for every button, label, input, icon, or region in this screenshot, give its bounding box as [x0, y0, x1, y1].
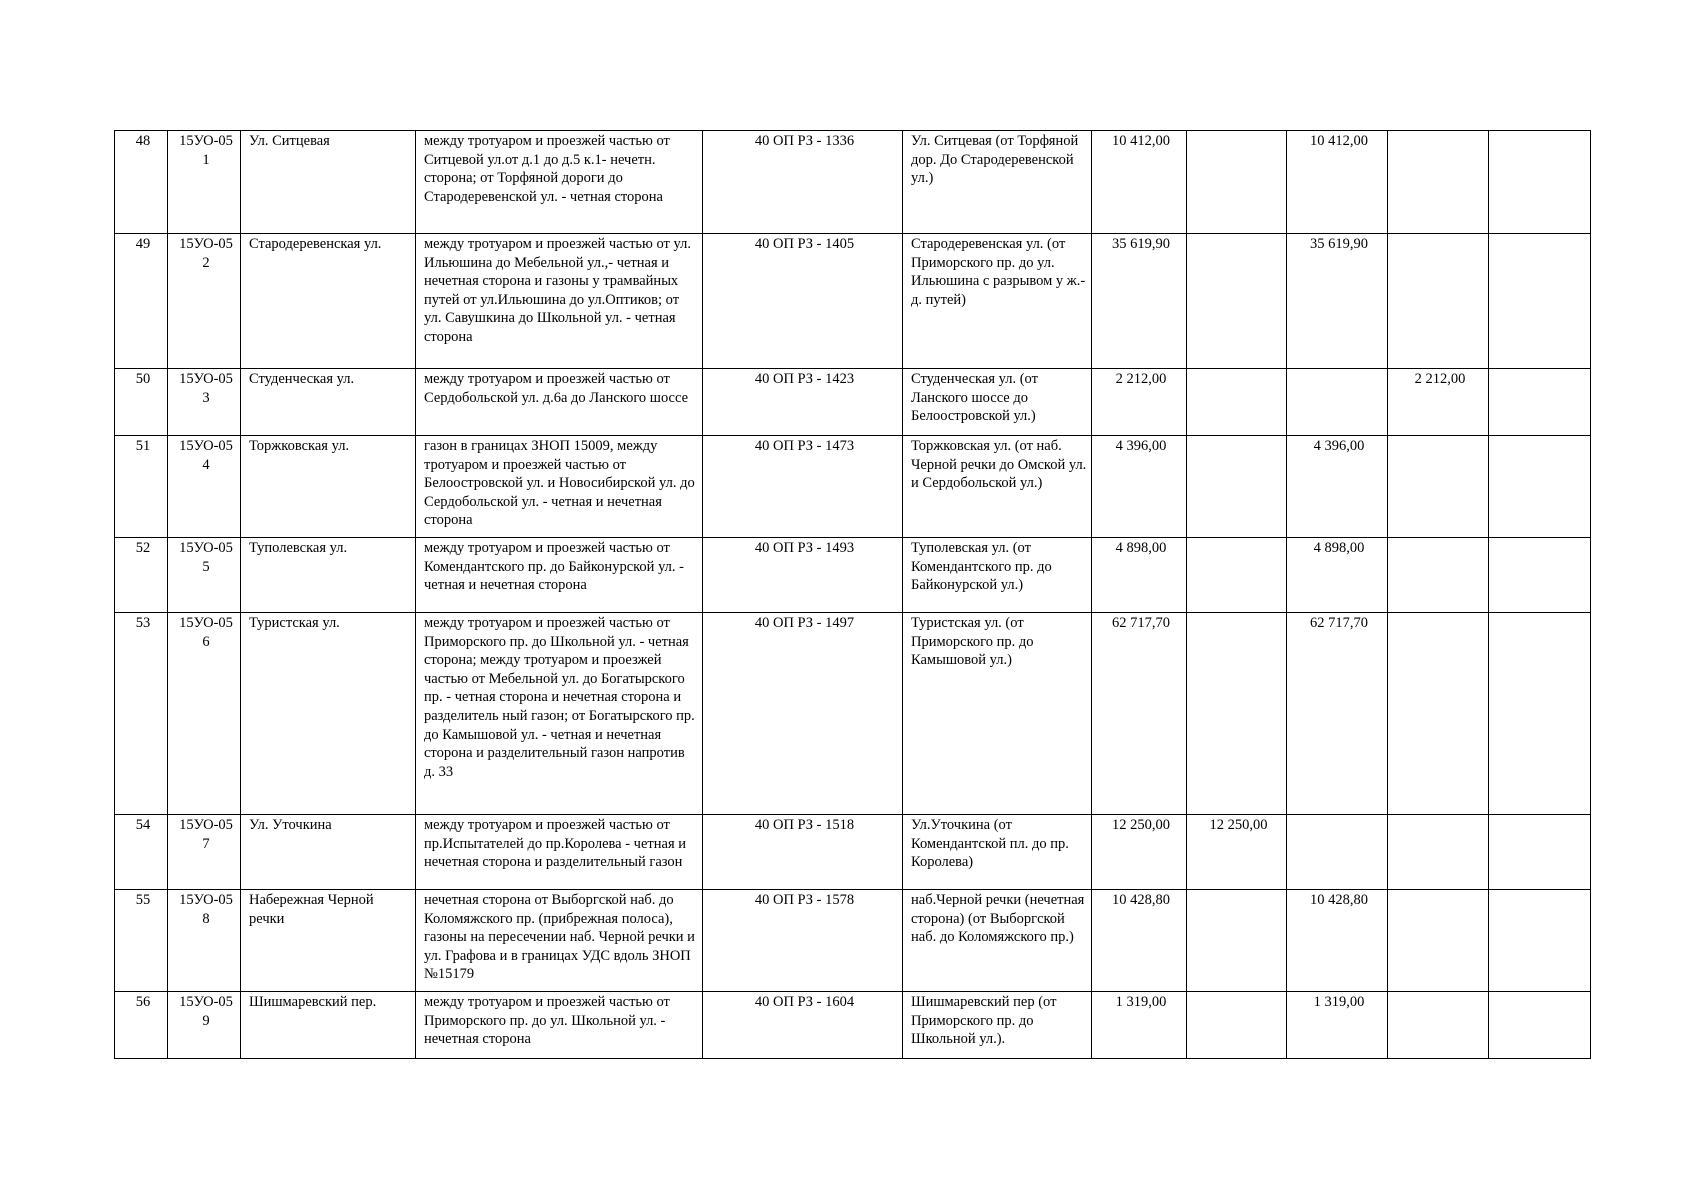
table-row	[115, 538, 1591, 613]
street-name-cell: Студенческая ул.	[241, 369, 416, 436]
area-column-4-cell	[1489, 613, 1591, 815]
area-column-4-cell	[1489, 436, 1591, 538]
row-code-cell: 15УО-053	[168, 369, 241, 436]
row-number-cell: 54	[115, 815, 168, 890]
row-code-cell: 15УО-052	[168, 234, 241, 369]
road-section-cell: наб.Черной речки (нечетная сторона) (от Выборгской наб. до Коломяжского пр.)	[903, 890, 1092, 992]
area-description-cell: газон в границах ЗНОП 15009, между тротуаром и проезжей частью от Белоостровской ул. и Новосибирской ул. до Сердобольской ул. - четная и нечетная сторона	[416, 436, 703, 538]
area-column-4-cell	[1489, 992, 1591, 1059]
row-number-cell: 48	[115, 131, 168, 234]
roads-table	[114, 130, 1591, 1059]
row-number-cell: 49	[115, 234, 168, 369]
row-code-cell: 15УО-051	[168, 131, 241, 234]
table-row	[115, 992, 1591, 1059]
area-column-1-cell	[1187, 538, 1287, 613]
table-row	[115, 613, 1591, 815]
area-description-cell: между тротуаром и проезжей частью от Приморского пр. до Школьной ул. - четная сторона; между тротуаром и проезжей частью от Мебельной ул. до Богатырского пр. - четная сторона и нечетная сторона и разделитель ный газон; от Богатырского пр. до Камышовой ул. - четная и нечетная сторона и разделительный газон напротив д. 33	[416, 613, 703, 815]
registry-number-cell: 40 ОП РЗ - 1578	[703, 890, 903, 992]
area-description-cell: нечетная сторона от Выборгской наб. до Коломяжского пр. (прибрежная полоса), газоны на пересечении наб. Черной речки и ул. Графова и в границах УДС вдоль ЗНОП №15179	[416, 890, 703, 992]
road-section-cell: Туристская ул. (от Приморского пр. до Камышовой ул.)	[903, 613, 1092, 815]
table-row	[115, 815, 1591, 890]
area-column-3-cell: 2 212,00	[1388, 369, 1489, 436]
total-area-cell: 4 898,00	[1092, 538, 1187, 613]
area-column-2-cell	[1287, 815, 1388, 890]
row-number-cell: 56	[115, 992, 168, 1059]
area-column-3-cell	[1388, 436, 1489, 538]
registry-number-cell: 40 ОП РЗ - 1423	[703, 369, 903, 436]
area-description-cell: между тротуаром и проезжей частью от ул. Ильюшина до Мебельной ул.,- четная и нечетная сторона и газоны у трамвайных путей от ул.Ильюшина до ул.Оптиков; от ул. Савушкина до Школьной ул. - четная сторона	[416, 234, 703, 369]
road-section-cell: Торжковская ул. (от наб. Черной речки до Омской ул. и Сердобольской ул.)	[903, 436, 1092, 538]
area-column-1-cell	[1187, 992, 1287, 1059]
row-code-cell: 15УО-057	[168, 815, 241, 890]
area-column-4-cell	[1489, 369, 1591, 436]
street-name-cell: Набережная Черной речки	[241, 890, 416, 992]
road-section-cell: Ул. Ситцевая (от Торфяной дор. До Стародеревенской ул.)	[903, 131, 1092, 234]
area-column-1-cell	[1187, 234, 1287, 369]
street-name-cell: Ул. Ситцевая	[241, 131, 416, 234]
registry-number-cell: 40 ОП РЗ - 1473	[703, 436, 903, 538]
road-section-cell: Ул.Уточкина (от Комендантской пл. до пр. Королева)	[903, 815, 1092, 890]
area-column-2-cell: 35 619,90	[1287, 234, 1388, 369]
total-area-cell: 1 319,00	[1092, 992, 1187, 1059]
row-code-cell: 15УО-058	[168, 890, 241, 992]
table-row	[115, 369, 1591, 436]
area-column-1-cell	[1187, 131, 1287, 234]
area-column-3-cell	[1388, 131, 1489, 234]
table-body	[115, 131, 1591, 1059]
area-column-2-cell: 1 319,00	[1287, 992, 1388, 1059]
street-name-cell: Туполевская ул.	[241, 538, 416, 613]
area-description-cell: между тротуаром и проезжей частью от Ситцевой ул.от д.1 до д.5 к.1- нечетн. сторона; от Торфяной дороги до Стародеревенской ул. - четная сторона	[416, 131, 703, 234]
area-column-3-cell	[1388, 890, 1489, 992]
area-description-cell: между тротуаром и проезжей частью от пр.Испытателей до пр.Королева - четная и нечетная сторона и разделительный газон	[416, 815, 703, 890]
street-name-cell: Шишмаревский пер.	[241, 992, 416, 1059]
area-column-2-cell	[1287, 369, 1388, 436]
area-column-4-cell	[1489, 815, 1591, 890]
area-column-2-cell: 4 898,00	[1287, 538, 1388, 613]
total-area-cell: 2 212,00	[1092, 369, 1187, 436]
area-column-1-cell: 12 250,00	[1187, 815, 1287, 890]
area-column-3-cell	[1388, 815, 1489, 890]
area-description-cell: между тротуаром и проезжей частью от Комендантского пр. до Байконурской ул. - четная и нечетная сторона	[416, 538, 703, 613]
table-row	[115, 890, 1591, 992]
registry-number-cell: 40 ОП РЗ - 1604	[703, 992, 903, 1059]
total-area-cell: 10 428,80	[1092, 890, 1187, 992]
table-row	[115, 131, 1591, 234]
area-column-1-cell	[1187, 436, 1287, 538]
registry-number-cell: 40 ОП РЗ - 1405	[703, 234, 903, 369]
row-number-cell: 53	[115, 613, 168, 815]
table-row	[115, 234, 1591, 369]
area-column-3-cell	[1388, 538, 1489, 613]
area-column-3-cell	[1388, 234, 1489, 369]
row-code-cell: 15УО-059	[168, 992, 241, 1059]
area-column-4-cell	[1489, 890, 1591, 992]
street-name-cell: Стародеревенская ул.	[241, 234, 416, 369]
area-column-4-cell	[1489, 234, 1591, 369]
registry-number-cell: 40 ОП РЗ - 1497	[703, 613, 903, 815]
row-number-cell: 50	[115, 369, 168, 436]
registry-number-cell: 40 ОП РЗ - 1518	[703, 815, 903, 890]
street-name-cell: Туристская ул.	[241, 613, 416, 815]
street-name-cell: Ул. Уточкина	[241, 815, 416, 890]
row-code-cell: 15УО-054	[168, 436, 241, 538]
area-column-1-cell	[1187, 369, 1287, 436]
area-description-cell: между тротуаром и проезжей частью от Сердобольской ул. д.6а до Ланского шоссе	[416, 369, 703, 436]
area-column-1-cell	[1187, 613, 1287, 815]
area-column-3-cell	[1388, 613, 1489, 815]
row-number-cell: 51	[115, 436, 168, 538]
area-column-1-cell	[1187, 890, 1287, 992]
row-code-cell: 15УО-055	[168, 538, 241, 613]
registry-number-cell: 40 ОП РЗ - 1493	[703, 538, 903, 613]
table-row	[115, 436, 1591, 538]
area-column-2-cell: 10 412,00	[1287, 131, 1388, 234]
area-description-cell: между тротуаром и проезжей частью от Приморского пр. до ул. Школьной ул. - нечетная сторона	[416, 992, 703, 1059]
road-section-cell: Шишмаревский пер (от Приморского пр. до Школьной ул.).	[903, 992, 1092, 1059]
road-section-cell: Студенческая ул. (от Ланского шоссе до Белоостровской ул.)	[903, 369, 1092, 436]
total-area-cell: 10 412,00	[1092, 131, 1187, 234]
road-section-cell: Туполевская ул. (от Комендантского пр. до Байконурской ул.)	[903, 538, 1092, 613]
area-column-3-cell	[1388, 992, 1489, 1059]
area-column-2-cell: 62 717,70	[1287, 613, 1388, 815]
area-column-4-cell	[1489, 538, 1591, 613]
registry-number-cell: 40 ОП РЗ - 1336	[703, 131, 903, 234]
street-name-cell: Торжковская ул.	[241, 436, 416, 538]
total-area-cell: 62 717,70	[1092, 613, 1187, 815]
row-number-cell: 52	[115, 538, 168, 613]
area-column-2-cell: 4 396,00	[1287, 436, 1388, 538]
total-area-cell: 12 250,00	[1092, 815, 1187, 890]
total-area-cell: 4 396,00	[1092, 436, 1187, 538]
area-column-2-cell: 10 428,80	[1287, 890, 1388, 992]
row-code-cell: 15УО-056	[168, 613, 241, 815]
row-number-cell: 55	[115, 890, 168, 992]
area-column-4-cell	[1489, 131, 1591, 234]
road-section-cell: Стародеревенская ул. (от Приморского пр. до ул. Ильюшина с разрывом у ж.-д. путей)	[903, 234, 1092, 369]
total-area-cell: 35 619,90	[1092, 234, 1187, 369]
